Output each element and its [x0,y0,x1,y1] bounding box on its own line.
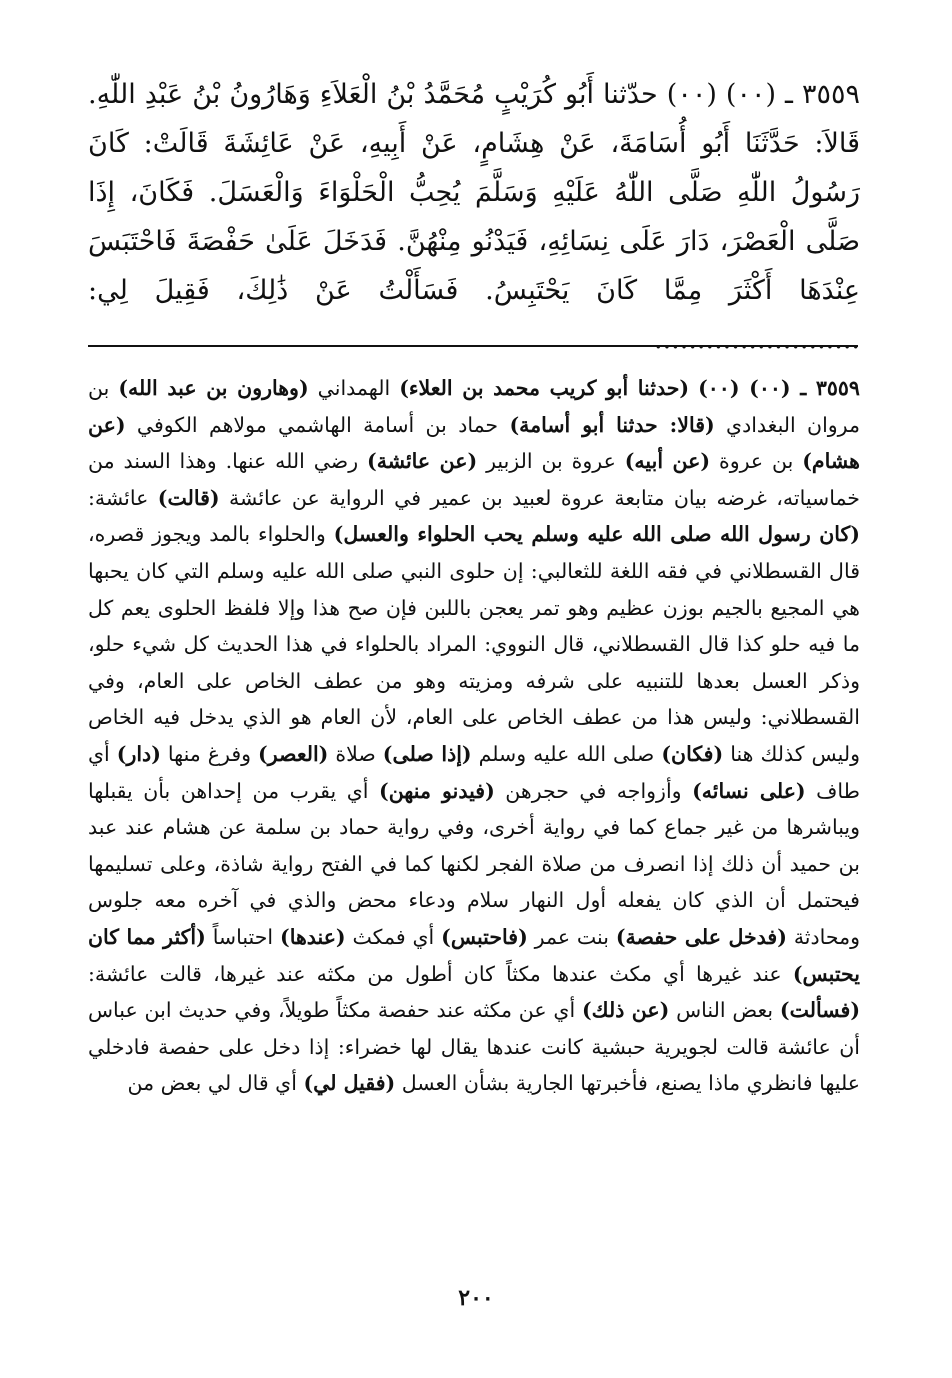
commentary-segment: حماد بن أسامة الهاشمي مولاهم الكوفي [136,412,499,437]
commentary-segment: (عن عائشة) [367,449,478,474]
commentary-segment: أي عن مكثه عند حفصة مكثاً طويلاً، وفي حديث ابن عباس أن عائشة قالت لجويرية حبشية كانت عندها يقال لها خضراء: إذا دخل على حفصة فادخلي عليها فانظري ماذا يصنع، فأخبرتها الجارية بشأن العسل [88,998,860,1096]
page-number: ٢٠٠ [458,1285,494,1311]
commentary-segment: بن مروان البغدادي [88,376,860,437]
commentary-text [88,370,860,1102]
commentary-segment: (عندها) [280,924,346,949]
commentary-segment: (قالت) [157,485,220,510]
commentary-segment: بعض الناس [676,998,774,1023]
hadith-text [88,70,860,364]
hadith-block [88,70,860,364]
commentary-segment: (فدخل على حفصة) [615,924,787,949]
commentary-segment: (دار) [116,741,161,766]
commentary-segment: أي يقرب من إحداهن بأن يقبلها ويباشرها من غير جماع كما في رواية أخرى، وفي رواية حماد بن سلمة عن هشام عند عبد بن حميد أن ذلك إذا انصرف من صلاة الفجر لكنها كما في الفتح رواية شاذة، وعلى تسليمها فيحتمل أن الذي كان يفعله أول النهار سلام ودعاء محض والذي في آخره معه جلوس ومحادثة [88,778,860,949]
commentary-segment: عند غيرها أي مكث عندها مكثاً كان أطول من مكثه عند غيرها، قالت عائشة: [88,961,782,986]
commentary-segment: أي قال لي بعض من [127,1071,297,1096]
commentary-segment: بن عروة [718,449,794,474]
commentary-segment: (فقيل لي) [303,1071,396,1096]
commentary-segment: والحلواء بالمد ويجوز قصره، قال القسطلاني في فقه اللغة للثعالبي: إن حلوى النبي صلى الله عليه وسلم التي كان يحبها هي المجيع بالجيم بوزن عظيم وهو تمر يعجن باللبن فإن صح هذا وإلا فلفظ الحلوى يعم كل ما فيه حلو كذا قال القسطلاني، قال النووي: المراد بالحلواء في هذا الحديث كل شيء حلو، وذكر العسل بعدها للتنبيه على شرفه ومزيته وهو من عطف الخاص على العام، وفي القسطلاني: وليس هذا من عطف الخاص على العام، لأن العام هو الذي يدخل فيه الخاص وليس كذلك هنا [88,522,860,766]
commentary-segment: احتباساً [212,924,274,949]
footnote-separator [88,345,858,347]
commentary-segment: صلى الله عليه وسلم [478,741,655,766]
commentary-segment: بنت عمر [534,924,609,949]
commentary-segment: (العصر) [258,741,329,766]
commentary-segment: أي فمكث [352,924,435,949]
commentary-segment: ٣٥٥٩ ـ (٠٠) (٠٠) [698,376,860,400]
commentary-segment: (كان رسول الله صلى الله عليه وسلم يحب الحلواء والعسل) [333,522,860,547]
commentary-segment: (فسألت) [779,998,861,1023]
hadith-text-body: ٣٥٥٩ ـ (٠٠) (٠٠) حدّثنا أَبُو كُرَيْبٍ مُحَمَّدُ بْنُ الْعَلاَءِ وَهَارُونُ بْنُ عَبْدِ اللّٰهِ. قَالاَ: حَدَّثَنَا أَبُو أُسَامَةَ، عَنْ هِشَامٍ، عَنْ أَبِيهِ، عَنْ عَائِشَةَ قَالَتْ: كَانَ رَسُولُ اللّٰهِ صَلَّى اللّٰهُ عَلَيْهِ وَسَلَّمَ يُحِبُّ الْحَلْوَاءَ وَالْعَسَلَ. فَكَانَ، إِذَا صَلَّى الْعَصْرَ، دَارَ عَلَى نِسَائِهِ، فَيَدْنُو مِنْهُنَّ. فَدَخَلَ عَلَىٰ حَفْصَةَ فَاحْتَبَسَ عِنْدَهَا أَكْثَرَ مِمَّا كَانَ يَحْتَبِسُ. فَسَأَلْتُ عَنْ ذَٰلِكَ، فَقِيلَ لِي: [88,79,860,306]
commentary-segment: (فكان) [661,741,724,766]
commentary-segment: الهمداني [317,376,391,400]
commentary-segment: عائشة: [88,485,149,510]
commentary-segment: عروة بن الزبير [486,449,616,474]
commentary-segment: (قالا: حدثنا أبو أسامة) [509,412,715,437]
hadith-ellipsis: ........................ [654,324,860,355]
commentary-segment: (إذا صلى) [382,741,472,766]
commentary-segment: صلاة [335,741,376,766]
commentary-segment: (حدثنا أبو كريب محمد بن العلاء) [399,376,690,400]
commentary-segment: (فيدنو منهن) [379,778,495,803]
commentary-segment: (فاحتبس) [441,924,528,949]
commentary-segment: أي طاف [88,741,860,803]
commentary-segment: وفرغ منها [167,741,252,766]
commentary-segment: (عن هشام) [88,412,860,474]
commentary-segment: (أكثر مما كان يحتبس) [88,924,860,986]
commentary-segment: رضي الله عنها. وهذا السند من خماسياته، غرضه بيان متابعة عروة لعبيد بن عمير في الرواية عن عائشة [88,449,860,510]
commentary-segment: (عن ذلك) [581,998,670,1023]
commentary-segment: وأزواجه في حجرهن [505,778,682,803]
commentary-segment: (وهارون بن عبد الله) [118,376,309,400]
commentary-segment: (عن أبيه) [624,449,711,474]
commentary-segment: (على نسائه) [692,778,806,803]
